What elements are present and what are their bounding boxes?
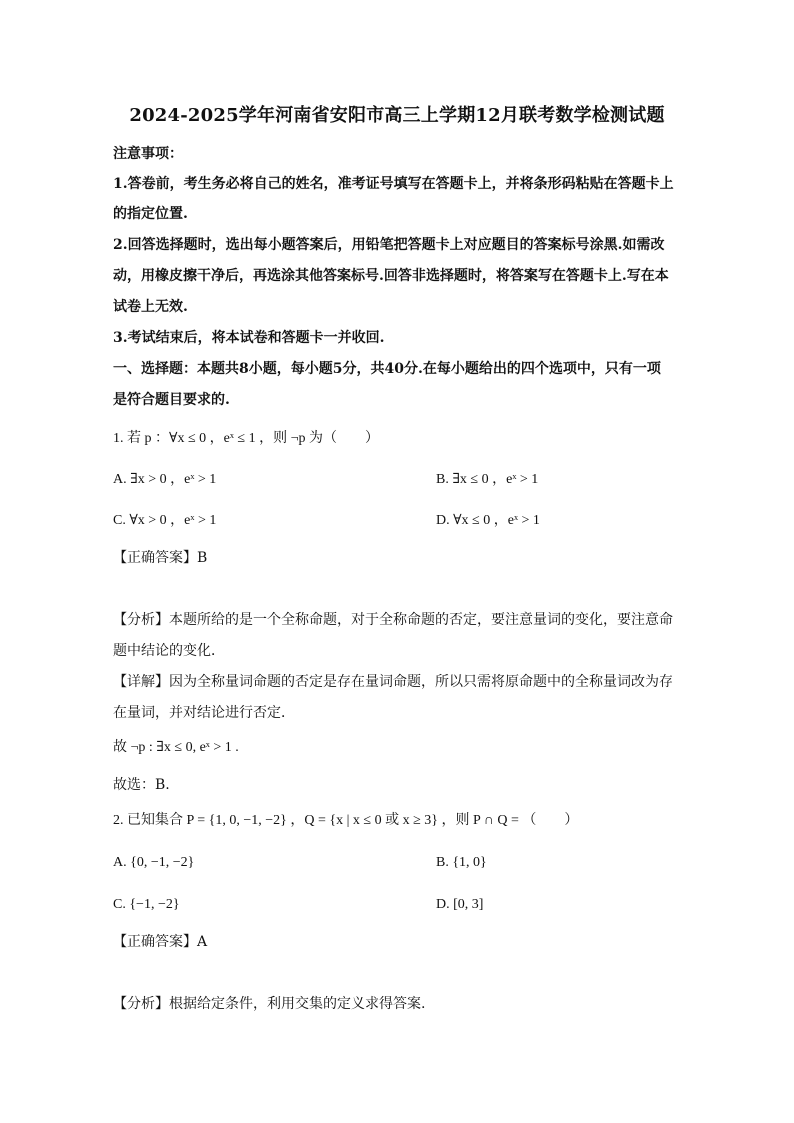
question-1-detail: 在量词，并对结论进行否定． — [113, 705, 295, 721]
notice-line: 2.回答选择题时，选出每小题答案后，用铅笔把答题卡上对应题目的答案标号涂黑.如需改 — [113, 237, 665, 253]
question-1-answer: 【正确答案】B — [113, 550, 208, 566]
question-1-detail: 【详解】因为全称量词命题的否定是存在量词命题，所以只需将原命题中的全称量词改为存 — [113, 674, 673, 690]
question-1-option-c: C. ∀x > 0 ，eˣ > 1 — [113, 513, 217, 528]
section-heading: 是符合题目要求的. — [113, 392, 230, 408]
question-2-option-d: D. [0, 3] — [436, 897, 484, 912]
question-1-analysis: 【分析】本题所给的是一个全称命题，对于全称命题的否定，要注意量词的变化，要注意命 — [113, 612, 673, 628]
section-heading: 一、选择题：本题共8小题，每小题5分，共40分.在每小题给出的四个选项中，只有一项 — [113, 361, 661, 377]
page-title: 2024-2025学年河南省安阳市高三上学期12月联考数学检测试题 — [129, 105, 665, 126]
question-2-option-c: C. {−1, −2} — [113, 897, 180, 912]
question-1-choice: 故选：B. — [113, 777, 170, 793]
question-2-stem: 2. 已知集合 P = {1, 0, −1, −2} ，Q = {x | x ≤ 0 或 x ≥ 3} ，则 P ∩ Q = （ ） — [113, 813, 579, 828]
question-2-analysis: 【分析】根据给定条件，利用交集的定义求得答案. — [113, 996, 426, 1012]
question-2-option-a: A. {0, −1, −2} — [113, 855, 195, 870]
question-1-conclusion: 故 ¬p : ∃x ≤ 0, eˣ > 1 . — [113, 740, 239, 755]
notice-line: 动，用橡皮擦干净后，再选涂其他答案标号.回答非选择题时，将答案写在答题卡上.写在本 — [113, 268, 669, 284]
question-1-option-a: A. ∃x > 0 ，eˣ > 1 — [113, 472, 217, 487]
question-1-analysis: 题中结论的变化． — [113, 643, 225, 659]
notice-heading: 注意事项： — [113, 146, 183, 162]
question-1-option-d: D. ∀x ≤ 0 ，eˣ > 1 — [436, 513, 540, 528]
notice-line: 3.考试结束后，将本试卷和答题卡一并收回. — [113, 330, 385, 346]
notice-line: 试卷上无效. — [113, 299, 188, 315]
notice-line: 的指定位置. — [113, 206, 188, 222]
question-1-stem: 1. 若 p ：∀x ≤ 0 ，eˣ ≤ 1 ，则 ¬p 为（ ） — [113, 431, 379, 446]
question-2-answer: 【正确答案】A — [113, 934, 208, 950]
question-1-option-b: B. ∃x ≤ 0 ，eˣ > 1 — [436, 472, 539, 487]
question-2-option-b: B. {1, 0} — [436, 855, 487, 870]
notice-line: 1.答卷前，考生务必将自己的姓名，准考证号填写在答题卡上，并将条形码粘贴在答题卡上 — [113, 176, 674, 192]
